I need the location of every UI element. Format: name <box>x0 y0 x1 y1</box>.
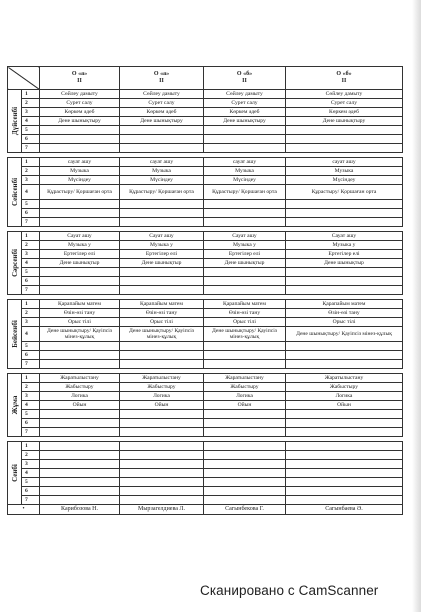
lesson-number: 2 <box>22 99 40 108</box>
lesson-cell: Сурет салу <box>40 99 120 108</box>
lesson-number: 2 <box>22 383 40 392</box>
lesson-cell <box>120 460 204 469</box>
lesson-cell: Ертегілер елі <box>120 250 204 259</box>
lesson-cell <box>204 200 286 209</box>
lesson-cell <box>40 286 120 295</box>
lesson-cell <box>40 144 120 153</box>
lesson-cell <box>204 496 286 505</box>
lesson-cell <box>40 451 120 460</box>
lesson-row <box>8 241 403 250</box>
lesson-row <box>8 419 403 428</box>
lesson-number: 6 <box>22 209 40 218</box>
lesson-number: 4 <box>22 327 40 342</box>
lesson-cell <box>204 410 286 419</box>
lesson-number: 5 <box>22 342 40 351</box>
lesson-cell <box>204 469 286 478</box>
lesson-number: 7 <box>22 218 40 227</box>
lesson-cell <box>40 342 120 351</box>
lesson-row <box>8 442 403 451</box>
lesson-cell: Орыс тілі <box>40 318 120 327</box>
lesson-number: 2 <box>22 167 40 176</box>
lesson-number: 4 <box>22 185 40 200</box>
lesson-row <box>8 176 403 185</box>
lesson-cell <box>286 451 403 460</box>
lesson-cell: Дене шынықтыру <box>40 117 120 126</box>
lesson-cell <box>286 218 403 227</box>
lesson-cell <box>286 410 403 419</box>
lesson-cell: Ойын <box>120 401 204 410</box>
lesson-cell <box>40 469 120 478</box>
day-label: Дүйсенбі <box>10 106 19 136</box>
lesson-cell <box>120 286 204 295</box>
day-cell <box>8 374 22 437</box>
lesson-cell <box>204 487 286 496</box>
lesson-row <box>8 327 403 342</box>
lesson-cell <box>120 496 204 505</box>
lesson-cell: Ойын <box>286 401 403 410</box>
lesson-cell: Ойын <box>204 401 286 410</box>
lesson-cell: Сөйлеу дамыту <box>40 90 120 99</box>
lesson-cell: сауат ашу <box>120 158 204 167</box>
lesson-cell: Мүсіндеу <box>40 176 120 185</box>
lesson-row <box>8 167 403 176</box>
lesson-cell <box>286 360 403 369</box>
lesson-cell <box>204 218 286 227</box>
lesson-cell <box>286 478 403 487</box>
lesson-cell <box>286 277 403 286</box>
lesson-number: 4 <box>22 117 40 126</box>
lesson-cell: Музыка <box>204 167 286 176</box>
lesson-row <box>8 158 403 167</box>
lesson-number: 3 <box>22 460 40 469</box>
lesson-cell <box>204 451 286 460</box>
lesson-cell <box>286 144 403 153</box>
lesson-cell <box>40 135 120 144</box>
lesson-row <box>8 351 403 360</box>
lesson-number: 3 <box>22 392 40 401</box>
lesson-row <box>8 259 403 268</box>
lesson-row <box>8 374 403 383</box>
header-row <box>8 67 403 90</box>
lesson-row <box>8 496 403 505</box>
lesson-cell: Сауат ашу <box>120 232 204 241</box>
lesson-cell: Жабыстыру <box>204 383 286 392</box>
corner-cell <box>8 67 40 90</box>
lesson-cell: Сурет салу <box>204 99 286 108</box>
lesson-number: 2 <box>22 451 40 460</box>
lesson-row <box>8 144 403 153</box>
lesson-cell <box>40 360 120 369</box>
lesson-cell <box>120 451 204 460</box>
lesson-cell <box>286 496 403 505</box>
lesson-number: 4 <box>22 401 40 410</box>
lesson-cell <box>40 277 120 286</box>
lesson-cell: Сурет салу <box>120 99 204 108</box>
lesson-number: 7 <box>22 428 40 437</box>
lesson-cell: Дене шынықтыр <box>286 259 403 268</box>
lesson-cell: Сөйлеу дамыту <box>286 90 403 99</box>
lesson-row <box>8 268 403 277</box>
lesson-cell <box>40 478 120 487</box>
lesson-cell: Сөйлеу дамыту <box>204 90 286 99</box>
camscanner-watermark: Сканировано с CamScanner <box>200 583 379 598</box>
lesson-cell <box>120 144 204 153</box>
lesson-cell <box>40 410 120 419</box>
lesson-number: 4 <box>22 259 40 268</box>
lesson-row <box>8 318 403 327</box>
class-header-3: О «б» II <box>204 67 286 90</box>
lesson-cell <box>40 218 120 227</box>
timetable-body <box>8 90 403 505</box>
lesson-number: 3 <box>22 176 40 185</box>
lesson-row <box>8 410 403 419</box>
lesson-cell <box>204 351 286 360</box>
lesson-cell: Дене шынықтыру <box>204 117 286 126</box>
lesson-cell <box>40 419 120 428</box>
lesson-cell: Сауат ашу <box>286 232 403 241</box>
teacher-name: Сагынбекова Г. <box>204 505 286 515</box>
lesson-cell <box>204 478 286 487</box>
lesson-cell <box>204 209 286 218</box>
lesson-cell <box>286 135 403 144</box>
day-cell <box>8 300 22 369</box>
lesson-cell <box>286 268 403 277</box>
lesson-row <box>8 342 403 351</box>
lesson-cell: сауат ашу <box>40 158 120 167</box>
day-cell <box>8 442 22 505</box>
lesson-number: 2 <box>22 309 40 318</box>
lesson-cell: Музыка <box>120 167 204 176</box>
lesson-row <box>8 185 403 200</box>
lesson-cell <box>120 487 204 496</box>
lesson-cell: Қарапайым матем <box>286 300 403 309</box>
lesson-cell <box>204 286 286 295</box>
lesson-cell <box>120 218 204 227</box>
lesson-cell: Мүсіндеу <box>286 176 403 185</box>
lesson-cell: Музыка у <box>40 241 120 250</box>
lesson-cell: Қарапайым матем <box>204 300 286 309</box>
lesson-cell: Музыка у <box>286 241 403 250</box>
lesson-cell: Музыка у <box>204 241 286 250</box>
lesson-cell: Сурет салу <box>286 99 403 108</box>
lesson-cell: Жаратылыстану <box>204 374 286 383</box>
lesson-cell <box>40 200 120 209</box>
lesson-cell: Қарапайым матем <box>40 300 120 309</box>
lesson-cell: Жаратылыстану <box>286 374 403 383</box>
lesson-number: 7 <box>22 360 40 369</box>
lesson-cell: Ойын <box>40 401 120 410</box>
lesson-cell: Ертегілер елі <box>204 250 286 259</box>
lesson-row <box>8 469 403 478</box>
lesson-cell: Өзін-өзі тану <box>286 309 403 318</box>
lesson-row <box>8 428 403 437</box>
timetable <box>7 66 403 515</box>
day-cell <box>8 90 22 153</box>
lesson-cell <box>204 428 286 437</box>
lesson-cell <box>120 428 204 437</box>
lesson-cell: Өзін-өзі тану <box>204 309 286 318</box>
lesson-cell: Дене шынықтыру <box>120 117 204 126</box>
lesson-number: 1 <box>22 442 40 451</box>
lesson-cell: Ертегілер елі <box>286 250 403 259</box>
lesson-cell <box>120 419 204 428</box>
lesson-row <box>8 478 403 487</box>
lesson-cell <box>40 209 120 218</box>
day-cell <box>8 158 22 227</box>
lesson-number: 5 <box>22 126 40 135</box>
lesson-row <box>8 392 403 401</box>
lesson-cell <box>120 209 204 218</box>
lesson-cell: Құрастыру/ Қоршаған орта <box>286 185 403 200</box>
lesson-cell: Жабыстыру <box>40 383 120 392</box>
lesson-number: 6 <box>22 135 40 144</box>
lesson-cell <box>120 351 204 360</box>
lesson-cell <box>286 209 403 218</box>
lesson-number: 4 <box>22 469 40 478</box>
lesson-row <box>8 309 403 318</box>
lesson-cell: Дене шынықтыр <box>204 259 286 268</box>
lesson-cell: Музыка <box>40 167 120 176</box>
lesson-cell <box>40 442 120 451</box>
lesson-cell <box>40 496 120 505</box>
lesson-cell <box>204 126 286 135</box>
lesson-cell: Көркем әдеб <box>286 108 403 117</box>
class-header-2: О «а» II <box>120 67 204 90</box>
lesson-cell <box>120 277 204 286</box>
lesson-row <box>8 360 403 369</box>
lesson-cell: Дене шынықтыр <box>40 259 120 268</box>
lesson-row <box>8 383 403 392</box>
lesson-cell <box>120 268 204 277</box>
lesson-number: 3 <box>22 250 40 259</box>
lesson-cell <box>204 360 286 369</box>
lesson-number: 7 <box>22 144 40 153</box>
lesson-row <box>8 232 403 241</box>
lesson-row <box>8 200 403 209</box>
day-label: Сәрсенбі <box>10 249 19 277</box>
lesson-cell: Логика <box>40 392 120 401</box>
lesson-cell: Құрастыру/ Қоршаған орта <box>40 185 120 200</box>
lesson-row <box>8 218 403 227</box>
lesson-cell: сауат ашу <box>286 158 403 167</box>
lesson-cell <box>286 200 403 209</box>
lesson-cell <box>120 200 204 209</box>
lesson-number: 6 <box>22 351 40 360</box>
lesson-row <box>8 108 403 117</box>
lesson-cell: Жаратылыстану <box>40 374 120 383</box>
lesson-row <box>8 451 403 460</box>
lesson-cell: сауат ашу <box>204 158 286 167</box>
lesson-cell <box>204 144 286 153</box>
lesson-cell: Жабыстыру <box>120 383 204 392</box>
teacher-name: Карибозова Н. <box>40 505 120 515</box>
lesson-cell <box>286 487 403 496</box>
lesson-cell <box>204 135 286 144</box>
lesson-cell <box>286 126 403 135</box>
lesson-row <box>8 286 403 295</box>
lesson-number: 1 <box>22 232 40 241</box>
lesson-cell <box>204 419 286 428</box>
lesson-row <box>8 487 403 496</box>
lesson-cell: Дене шынықтыру <box>286 117 403 126</box>
lesson-row <box>8 300 403 309</box>
lesson-number: 5 <box>22 268 40 277</box>
lesson-cell <box>40 460 120 469</box>
lesson-cell: Орыс тілі <box>120 318 204 327</box>
day-label: Сенбі <box>10 464 19 482</box>
lesson-cell: Логика <box>286 392 403 401</box>
lesson-row <box>8 135 403 144</box>
lesson-cell: Сауат ашу <box>40 232 120 241</box>
lesson-row <box>8 90 403 99</box>
lesson-cell <box>120 469 204 478</box>
lesson-cell: Құрастыру/ Қоршаған орта <box>204 185 286 200</box>
lesson-number: 3 <box>22 108 40 117</box>
lesson-row <box>8 99 403 108</box>
lesson-cell <box>204 342 286 351</box>
lesson-number: 7 <box>22 286 40 295</box>
lesson-cell: Орыс тілі <box>286 318 403 327</box>
lesson-cell: Дене шынықтыр <box>120 259 204 268</box>
lesson-cell: Көркем әдеб <box>40 108 120 117</box>
lesson-row <box>8 126 403 135</box>
lesson-cell <box>40 126 120 135</box>
lesson-number: 6 <box>22 277 40 286</box>
lesson-number: 2 <box>22 241 40 250</box>
lesson-row <box>8 460 403 469</box>
lesson-cell: Көркем әдеб <box>204 108 286 117</box>
lesson-cell: Қарапайым матем <box>120 300 204 309</box>
lesson-cell: Өзін-өзі тану <box>40 309 120 318</box>
lesson-cell: Құрастыру/ Қоршаған орта <box>120 185 204 200</box>
lesson-cell <box>286 460 403 469</box>
lesson-cell <box>40 351 120 360</box>
lesson-cell: Музыка у <box>120 241 204 250</box>
day-label: Бейсенбі <box>10 320 19 348</box>
lesson-cell <box>120 342 204 351</box>
footer-bullet: • <box>8 505 40 515</box>
lesson-number: 1 <box>22 374 40 383</box>
lesson-cell <box>120 478 204 487</box>
lesson-cell: Логика <box>204 392 286 401</box>
lesson-cell <box>40 487 120 496</box>
scan-edge-shadow <box>412 0 421 612</box>
lesson-number: 1 <box>22 158 40 167</box>
lesson-cell <box>286 351 403 360</box>
lesson-cell <box>204 268 286 277</box>
lesson-number: 6 <box>22 419 40 428</box>
lesson-cell <box>40 268 120 277</box>
lesson-cell <box>286 469 403 478</box>
lesson-cell <box>286 419 403 428</box>
lesson-cell <box>120 410 204 419</box>
lesson-number: 1 <box>22 90 40 99</box>
lesson-cell: Дене шынықтыру/ Қауіпсіз мінез-құлық <box>204 327 286 342</box>
lesson-number: 1 <box>22 300 40 309</box>
class-header-4: О «б» II <box>286 67 403 90</box>
lesson-cell: Жабыстыру <box>286 383 403 392</box>
lesson-number: 5 <box>22 410 40 419</box>
lesson-cell: Жаратылыстану <box>120 374 204 383</box>
lesson-row <box>8 209 403 218</box>
lesson-cell: Көркем әдеб <box>120 108 204 117</box>
lesson-cell: Музыка <box>286 167 403 176</box>
lesson-cell <box>40 428 120 437</box>
lesson-cell <box>120 442 204 451</box>
class-header-1: О «а» II <box>40 67 120 90</box>
lesson-cell: Өзін-өзі тану <box>120 309 204 318</box>
teacher-name: Сагынбаева Ә. <box>286 505 403 515</box>
lesson-row <box>8 277 403 286</box>
lesson-cell <box>204 277 286 286</box>
lesson-cell: Сөйлеу дамыту <box>120 90 204 99</box>
lesson-row <box>8 117 403 126</box>
lesson-cell: Дене шынықтыру/ Қауіпсіз мінез-құлық <box>40 327 120 342</box>
lesson-cell: Мүсіндеу <box>204 176 286 185</box>
day-label: Жұма <box>10 395 19 415</box>
lesson-cell: Орыс тілі <box>204 318 286 327</box>
lesson-cell <box>204 460 286 469</box>
lesson-cell <box>120 126 204 135</box>
lesson-cell: Дене шынықтыру/ Қауіпсіз мінез-құлық <box>286 327 403 342</box>
lesson-cell <box>204 442 286 451</box>
teacher-row <box>8 505 403 515</box>
lesson-cell <box>120 135 204 144</box>
day-label: Сейсенбі <box>10 177 19 207</box>
lesson-number: 7 <box>22 496 40 505</box>
lesson-number: 5 <box>22 200 40 209</box>
lesson-cell <box>286 428 403 437</box>
lesson-cell <box>286 442 403 451</box>
lesson-cell <box>286 286 403 295</box>
lesson-cell <box>120 360 204 369</box>
day-cell <box>8 232 22 295</box>
lesson-number: 3 <box>22 318 40 327</box>
lesson-row <box>8 401 403 410</box>
lesson-row <box>8 250 403 259</box>
lesson-cell: Дене шынықтыру/ Қауіпсіз мінез-құлық <box>120 327 204 342</box>
lesson-number: 5 <box>22 478 40 487</box>
lesson-cell: Сауат ашу <box>204 232 286 241</box>
teacher-name: Мырзагелдиева Л. <box>120 505 204 515</box>
lesson-number: 6 <box>22 487 40 496</box>
lesson-cell: Логика <box>120 392 204 401</box>
lesson-cell <box>286 342 403 351</box>
lesson-cell: Мүсіндеу <box>120 176 204 185</box>
lesson-cell: Ертегілер елі <box>40 250 120 259</box>
